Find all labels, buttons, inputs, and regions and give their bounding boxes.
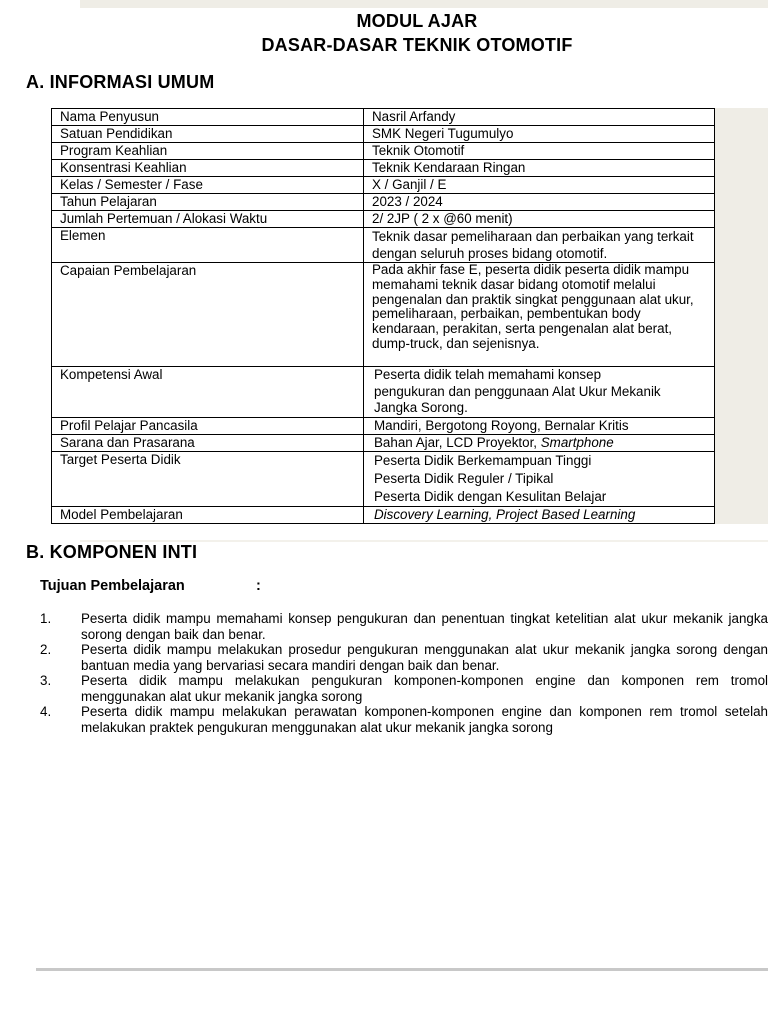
row-key: Capaian Pembelajaran (52, 263, 364, 367)
row-value: X / Ganjil / E (364, 177, 715, 194)
row-key: Konsentrasi Keahlian (52, 160, 364, 177)
sarana-italic: Smartphone (540, 435, 614, 450)
row-key: Kompetensi Awal (52, 367, 364, 418)
list-text: Peserta didik mampu memahami konsep pengukuran dan penentuan tingkat ketelitian alat ukur mekanik jangka sorong dengan baik dan benar. (81, 611, 768, 642)
informasi-umum-table (51, 108, 715, 524)
tujuan-colon: : (256, 578, 261, 594)
goals-list (40, 611, 768, 735)
table-row (52, 211, 715, 228)
document-subtitle: DASAR-DASAR TEKNIK OTOMOTIF (261, 35, 573, 55)
section-a-heading: A. INFORMASI UMUM (26, 72, 215, 92)
row-key: Satuan Pendidikan (52, 126, 364, 143)
list-text: Peserta didik mampu melakukan pengukuran komponen-komponen engine dan komponen rem tromol menggunakan alat ukur mekanik jangka sorong (81, 673, 768, 704)
table-row (52, 177, 715, 194)
list-item (40, 642, 768, 673)
table-row (52, 143, 715, 160)
table-row (52, 194, 715, 211)
row-value: Nasril Arfandy (364, 109, 715, 126)
list-item (40, 673, 768, 704)
row-key: Target Peserta Didik (52, 452, 364, 507)
tujuan-label: Tujuan Pembelajaran (40, 578, 185, 594)
list-number: 4. (40, 704, 52, 719)
row-key: Kelas / Semester / Fase (52, 177, 364, 194)
list-number: 3. (40, 673, 52, 688)
list-number: 1. (40, 611, 52, 626)
row-key: Tahun Pelajaran (52, 194, 364, 211)
page-top-band (80, 0, 768, 8)
row-value: 2/ 2JP ( 2 x @60 menit) (364, 211, 715, 228)
row-value (364, 435, 715, 452)
list-text: Peserta didik mampu melakukan perawatan komponen-komponen engine dan komponen rem tromol setelah melakukan praktek pengukuran menggunakan alat ukur mekanik jangka sorong (81, 704, 768, 735)
row-value: 2023 / 2024 (364, 194, 715, 211)
list-item (40, 704, 768, 735)
table-row (52, 263, 715, 367)
row-key: Model Pembelajaran (52, 507, 364, 524)
table-row (52, 418, 715, 435)
row-value: Teknik Otomotif (364, 143, 715, 160)
table-row (52, 109, 715, 126)
row-value: Mandiri, Bergotong Royong, Bernalar Kritis (364, 418, 715, 435)
row-value: Peserta didik telah memahami konsep pengukuran dan penggunaan Alat Ukur Mekanik Jangka Sorong. (364, 367, 715, 418)
document-title: MODUL AJAR (356, 11, 478, 31)
row-value (364, 452, 715, 507)
row-value: SMK Negeri Tugumulyo (364, 126, 715, 143)
row-key: Program Keahlian (52, 143, 364, 160)
list-number: 2. (40, 642, 52, 657)
table-row (52, 452, 715, 507)
row-value: Teknik dasar pemeliharaan dan perbaikan yang terkait dengan seluruh proses bidang otomotif. (364, 228, 715, 263)
row-key: Sarana dan Prasarana (52, 435, 364, 452)
page-side-band (715, 108, 768, 524)
table-row (52, 507, 715, 524)
bottom-rule (36, 968, 768, 971)
list-item (40, 611, 768, 642)
table-row (52, 160, 715, 177)
row-key: Elemen (52, 228, 364, 263)
table-row (52, 126, 715, 143)
list-text: Peserta didik mampu melakukan prosedur pengukuran menggunakan alat ukur mekanik jangka sorong dengan bantuan media yang bervariasi secara mandiri dengan baik dan benar. (81, 642, 768, 673)
target-item: Peserta Didik Reguler / Tipikal (374, 471, 554, 486)
row-key: Nama Penyusun (52, 109, 364, 126)
target-item: Peserta Didik dengan Kesulitan Belajar (374, 489, 607, 504)
row-key: Profil Pelajar Pancasila (52, 418, 364, 435)
row-value: Discovery Learning, Project Based Learning (364, 507, 715, 524)
row-value: Teknik Kendaraan Ringan (364, 160, 715, 177)
row-value: Pada akhir fase E, peserta didik peserta didik mampu memahami teknik dasar bidang otomotif melalui pengenalan dan praktik singkat penggunaan alat ukur, pemeliharaan, perbaikan, pembentukan body kendaraan, perakitan, serta pengenalan alat berat, dump-truck, dan sejenisnya. (364, 263, 715, 367)
section-b-heading: B. KOMPONEN INTI (26, 542, 198, 562)
row-key: Jumlah Pertemuan / Alokasi Waktu (52, 211, 364, 228)
table-row (52, 367, 715, 418)
target-item: Peserta Didik Berkemampuan Tinggi (374, 453, 592, 468)
table-row (52, 435, 715, 452)
table-row (52, 228, 715, 263)
sarana-plain: Bahan Ajar, LCD Proyektor, (374, 435, 541, 450)
